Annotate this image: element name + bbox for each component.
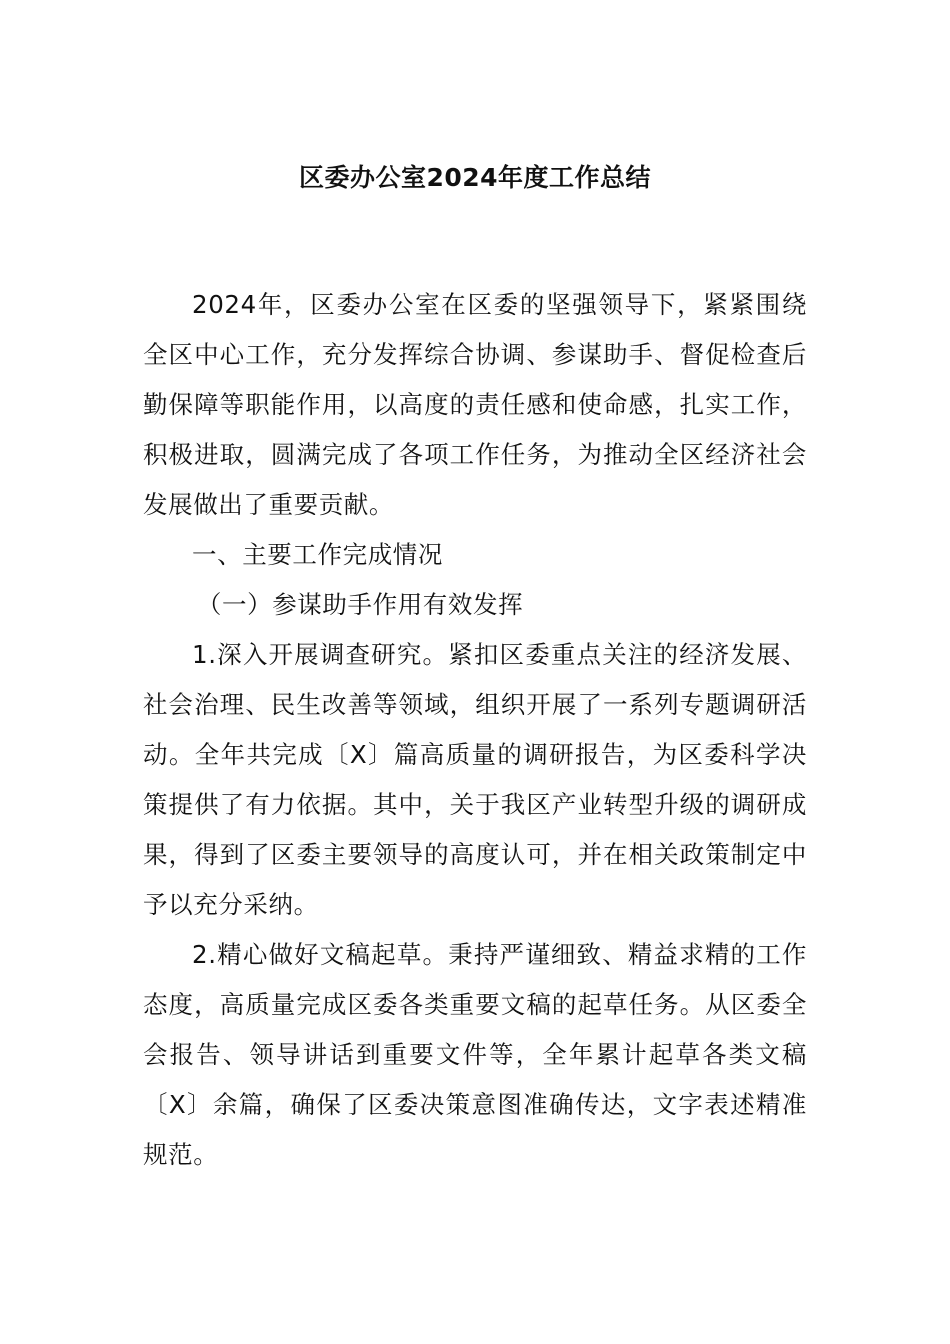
item-paragraph-research: 1.深入开展调查研究。紧扣区委重点关注的经济发展、社会治理、民生改善等领域，组织开展了一系列专题调研活动。全年共完成〔X〕篇高质量的调研报告，为区委科学决策提供了有力依据。其中，关于我区产业转型升级的调研成果，得到了区委主要领导的高度认可，并在相关政策制定中予以充分采纳。 [143,640,807,919]
item-paragraph-drafting: 2.精心做好文稿起草。秉持严谨细致、精益求精的工作态度，高质量完成区委各类重要文稿的起草任务。从区委全会报告、领导讲话到重要文件等，全年累计起草各类文稿〔X〕余篇，确保了区委决策意图准确传达，文字表述精准规范。 [143,940,807,1169]
document-body [143,280,807,1180]
intro-paragraph: 2024年，区委办公室在区委的坚强领导下，紧紧围绕全区中心工作，充分发挥综合协调、参谋助手、督促检查后勤保障等职能作用，以高度的责任感和使命感，扎实工作，积极进取，圆满完成了各项工作任务，为推动全区经济社会发展做出了重要贡献。 [143,290,807,519]
document-title: 区委办公室2024年度工作总结 [298,163,652,192]
subsection-heading: （一）参谋助手作用有效发挥 [196,590,524,619]
section-heading: 一、主要工作完成情况 [192,540,443,569]
